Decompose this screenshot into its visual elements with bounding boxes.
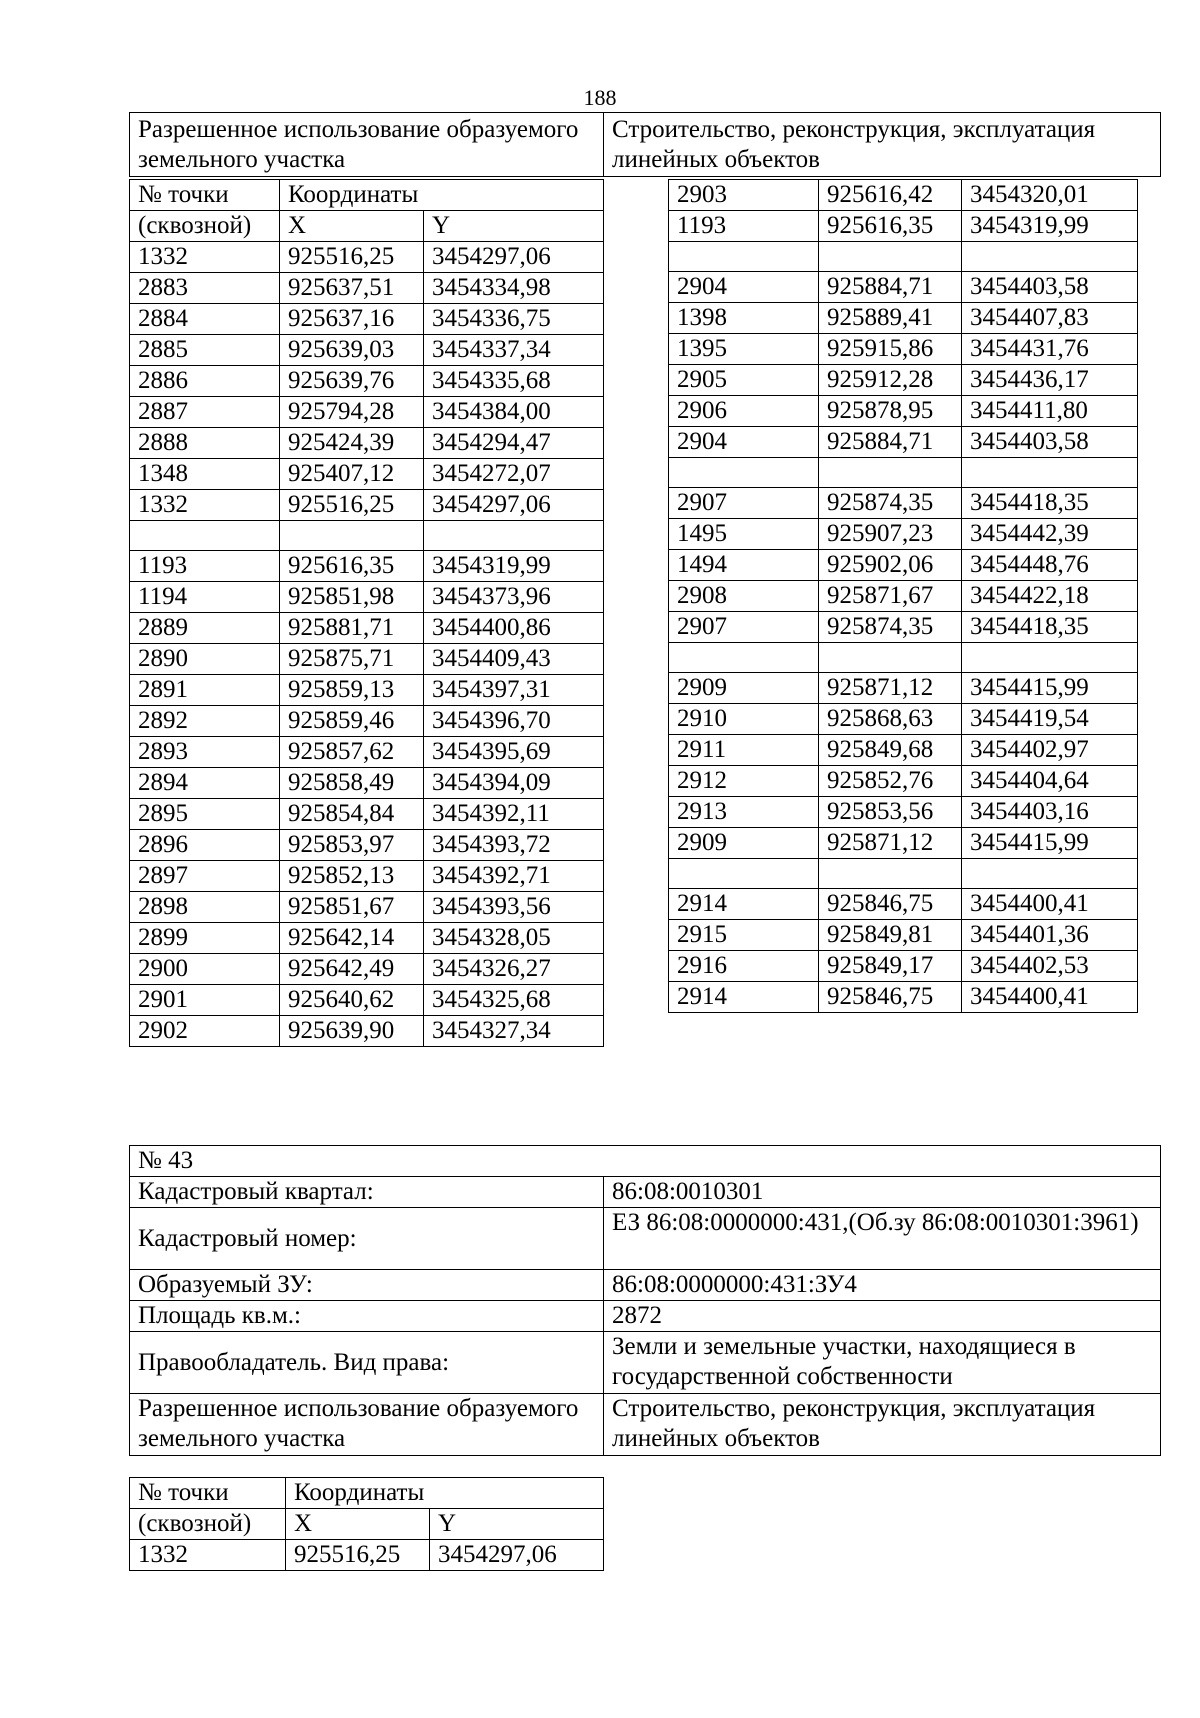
y-coordinate-cell: 3454431,76 — [962, 334, 1138, 365]
x-coordinate-cell: 925846,75 — [819, 982, 962, 1013]
table-row — [130, 490, 604, 521]
y-coordinate-cell: 3454403,16 — [962, 797, 1138, 828]
y-coordinate-cell: 3454403,58 — [962, 427, 1138, 458]
x-coordinate-cell: 925854,84 — [280, 799, 424, 830]
x-coordinate-cell: 925874,35 — [819, 488, 962, 519]
y-coordinate-cell — [962, 242, 1138, 272]
table-row — [669, 859, 1138, 889]
point-number-cell: 1332 — [130, 242, 280, 273]
y-coordinate-cell: 3454373,96 — [424, 582, 604, 613]
info-value: Земли и земельные участки, находящиеся в государственной собственности — [604, 1332, 1161, 1394]
table-row — [130, 1540, 604, 1571]
table-row — [669, 766, 1138, 797]
x-coordinate-cell: 925852,13 — [280, 861, 424, 892]
point-number-cell — [669, 643, 819, 673]
table-row — [130, 459, 604, 490]
y-coordinate-cell: 3454415,99 — [962, 828, 1138, 859]
table-row — [669, 982, 1138, 1013]
point-number-cell: 2906 — [669, 396, 819, 427]
point-number-cell: 2897 — [130, 861, 280, 892]
x-coordinate-cell: 925849,81 — [819, 920, 962, 951]
table-row — [130, 335, 604, 366]
x-coordinate-cell: 925915,86 — [819, 334, 962, 365]
point-number-cell: 2886 — [130, 366, 280, 397]
y-coordinate-cell: 3454336,75 — [424, 304, 604, 335]
col-point-subheader: (сквозной) — [130, 1509, 286, 1540]
x-coordinate-cell: 925853,97 — [280, 830, 424, 861]
table-row — [130, 613, 604, 644]
y-coordinate-cell: 3454403,58 — [962, 272, 1138, 303]
y-coordinate-cell: 3454418,35 — [962, 488, 1138, 519]
table-row — [669, 427, 1138, 458]
table-row — [669, 211, 1138, 242]
table-row — [130, 830, 604, 861]
x-coordinate-cell: 925874,35 — [819, 612, 962, 643]
table-row — [669, 272, 1138, 303]
point-number-cell: 2899 — [130, 923, 280, 954]
table-row — [130, 923, 604, 954]
table-row — [130, 428, 604, 459]
col-y-header: Y — [424, 211, 604, 242]
point-number-cell: 2904 — [669, 272, 819, 303]
table-row — [130, 582, 604, 613]
y-coordinate-cell: 3454396,70 — [424, 706, 604, 737]
x-coordinate-cell — [819, 242, 962, 272]
point-number-cell: 2887 — [130, 397, 280, 428]
table-row — [669, 612, 1138, 643]
x-coordinate-cell: 925851,67 — [280, 892, 424, 923]
x-coordinate-cell: 925853,56 — [819, 797, 962, 828]
col-point-header: № точки — [130, 180, 280, 211]
y-coordinate-cell: 3454442,39 — [962, 519, 1138, 550]
y-coordinate-cell: 3454320,01 — [962, 180, 1138, 211]
x-coordinate-cell: 925878,95 — [819, 396, 962, 427]
y-coordinate-cell: 3454335,68 — [424, 366, 604, 397]
y-coordinate-cell: 3454297,06 — [424, 490, 604, 521]
x-coordinate-cell: 925857,62 — [280, 737, 424, 768]
point-number-cell: 2912 — [669, 766, 819, 797]
x-coordinate-cell: 925516,25 — [280, 490, 424, 521]
table-row — [669, 828, 1138, 859]
info-row — [130, 1177, 1161, 1208]
col-coords-header: Координаты — [286, 1478, 604, 1509]
table-row — [669, 365, 1138, 396]
y-coordinate-cell: 3454407,83 — [962, 303, 1138, 334]
x-coordinate-cell: 925871,12 — [819, 673, 962, 704]
x-coordinate-cell: 925889,41 — [819, 303, 962, 334]
x-coordinate-cell: 925884,71 — [819, 427, 962, 458]
y-coordinate-cell: 3454393,56 — [424, 892, 604, 923]
y-coordinate-cell: 3454327,34 — [424, 1016, 604, 1047]
y-coordinate-cell: 3454319,99 — [424, 551, 604, 582]
point-number-cell — [669, 242, 819, 272]
table-row — [130, 242, 604, 273]
point-number-cell — [130, 521, 280, 551]
y-coordinate-cell: 3454395,69 — [424, 737, 604, 768]
point-number-cell: 1495 — [669, 519, 819, 550]
info-row — [130, 1301, 1161, 1332]
table-row — [669, 673, 1138, 704]
x-coordinate-cell: 925851,98 — [280, 582, 424, 613]
x-coordinate-cell: 925875,71 — [280, 644, 424, 675]
plot-number: № 43 — [130, 1146, 1161, 1177]
y-coordinate-cell: 3454337,34 — [424, 335, 604, 366]
point-number-cell: 2915 — [669, 920, 819, 951]
point-number-cell: 2905 — [669, 365, 819, 396]
table-row — [669, 550, 1138, 581]
point-number-cell: 2892 — [130, 706, 280, 737]
info-value: ЕЗ 86:08:0000000:431,(Об.зу 86:08:0010301:3961) — [604, 1208, 1161, 1270]
table-row — [669, 488, 1138, 519]
x-coordinate-cell: 925616,42 — [819, 180, 962, 211]
table-row — [669, 735, 1138, 766]
info-row — [130, 1270, 1161, 1301]
x-coordinate-cell: 925902,06 — [819, 550, 962, 581]
y-coordinate-cell: 3454402,97 — [962, 735, 1138, 766]
table-row — [669, 180, 1138, 211]
point-number-cell — [669, 859, 819, 889]
x-coordinate-cell: 925884,71 — [819, 272, 962, 303]
table-row — [130, 551, 604, 582]
point-number-cell: 2883 — [130, 273, 280, 304]
table-row — [130, 675, 604, 706]
y-coordinate-cell: 3454422,18 — [962, 581, 1138, 612]
y-coordinate-cell: 3454392,11 — [424, 799, 604, 830]
y-coordinate-cell: 3454297,06 — [424, 242, 604, 273]
x-coordinate-cell: 925637,16 — [280, 304, 424, 335]
x-coordinate-cell: 925639,76 — [280, 366, 424, 397]
x-coordinate-cell: 925637,51 — [280, 273, 424, 304]
y-coordinate-cell: 3454334,98 — [424, 273, 604, 304]
x-coordinate-cell: 925424,39 — [280, 428, 424, 459]
y-coordinate-cell: 3454384,00 — [424, 397, 604, 428]
table-row — [130, 799, 604, 830]
table-row — [130, 892, 604, 923]
table-row — [669, 643, 1138, 673]
y-coordinate-cell: 3454294,47 — [424, 428, 604, 459]
x-coordinate-cell: 925871,67 — [819, 581, 962, 612]
point-number-cell: 2908 — [669, 581, 819, 612]
x-coordinate-cell: 925907,23 — [819, 519, 962, 550]
table-row — [669, 889, 1138, 920]
point-number-cell: 2895 — [130, 799, 280, 830]
x-coordinate-cell — [280, 521, 424, 551]
table-row — [130, 644, 604, 675]
info-label: Образуемый ЗУ: — [130, 1270, 604, 1301]
table-row — [130, 273, 604, 304]
point-number-cell: 1332 — [130, 490, 280, 521]
point-number-cell: 2896 — [130, 830, 280, 861]
x-coordinate-cell: 925642,49 — [280, 954, 424, 985]
y-coordinate-cell: 3454448,76 — [962, 550, 1138, 581]
permitted-use-value: Строительство, реконструкция, эксплуатация линейных объектов — [604, 113, 1161, 177]
table-row — [669, 334, 1138, 365]
point-number-cell: 2898 — [130, 892, 280, 923]
y-coordinate-cell: 3454401,36 — [962, 920, 1138, 951]
point-number-cell: 2914 — [669, 982, 819, 1013]
coordinates-table-left — [129, 179, 604, 1047]
table-row — [669, 797, 1138, 828]
y-coordinate-cell: 3454326,27 — [424, 954, 604, 985]
point-number-cell: 2913 — [669, 797, 819, 828]
info-label: Правообладатель. Вид права: — [130, 1332, 604, 1394]
x-coordinate-cell: 925859,13 — [280, 675, 424, 706]
col-x-header: X — [280, 211, 424, 242]
point-number-cell: 2884 — [130, 304, 280, 335]
info-label: Разрешенное использование образуемого земельного участка — [130, 1394, 604, 1456]
point-number-cell: 2891 — [130, 675, 280, 706]
info-row — [130, 1208, 1161, 1270]
point-number-cell: 2911 — [669, 735, 819, 766]
info-row — [130, 1332, 1161, 1394]
y-coordinate-cell: 3454419,54 — [962, 704, 1138, 735]
y-coordinate-cell: 3454402,53 — [962, 951, 1138, 982]
y-coordinate-cell: 3454400,86 — [424, 613, 604, 644]
permitted-use-label: Разрешенное использование образуемого земельного участка — [130, 113, 604, 177]
y-coordinate-cell: 3454409,43 — [424, 644, 604, 675]
point-number-cell: 2901 — [130, 985, 280, 1016]
y-coordinate-cell: 3454393,72 — [424, 830, 604, 861]
info-value: 86:08:0010301 — [604, 1177, 1161, 1208]
table-row — [130, 706, 604, 737]
point-number-cell: 2885 — [130, 335, 280, 366]
point-number-cell: 2902 — [130, 1016, 280, 1047]
x-coordinate-cell — [819, 859, 962, 889]
info-value: Строительство, реконструкция, эксплуатация линейных объектов — [604, 1394, 1161, 1456]
info-label: Кадастровый квартал: — [130, 1177, 604, 1208]
point-number-cell: 2894 — [130, 768, 280, 799]
point-number-cell: 1395 — [669, 334, 819, 365]
point-number-cell: 2889 — [130, 613, 280, 644]
point-number-cell: 2907 — [669, 612, 819, 643]
y-coordinate-cell: 3454400,41 — [962, 889, 1138, 920]
x-coordinate-cell: 925912,28 — [819, 365, 962, 396]
y-coordinate-cell — [962, 458, 1138, 488]
table-row — [130, 1016, 604, 1047]
point-number-cell: 2893 — [130, 737, 280, 768]
x-coordinate-cell: 925852,76 — [819, 766, 962, 797]
y-coordinate-cell: 3454328,05 — [424, 923, 604, 954]
page-number: 188 — [583, 85, 617, 110]
point-number-cell — [669, 458, 819, 488]
col-x-header: X — [286, 1509, 430, 1540]
y-coordinate-cell: 3454404,64 — [962, 766, 1138, 797]
point-number-cell: 2910 — [669, 704, 819, 735]
table-row — [669, 519, 1138, 550]
x-coordinate-cell: 925858,49 — [280, 768, 424, 799]
x-coordinate-cell: 925407,12 — [280, 459, 424, 490]
x-coordinate-cell: 925846,75 — [819, 889, 962, 920]
point-number-cell: 1193 — [669, 211, 819, 242]
info-row — [130, 1394, 1161, 1456]
permitted-use-header — [129, 112, 1161, 177]
x-coordinate-cell: 925640,62 — [280, 985, 424, 1016]
y-coordinate-cell: 3454397,31 — [424, 675, 604, 706]
x-coordinate-cell: 925516,25 — [280, 242, 424, 273]
table-row — [669, 303, 1138, 334]
table-row — [669, 920, 1138, 951]
table-row — [130, 737, 604, 768]
x-coordinate-cell: 925516,25 — [286, 1540, 430, 1571]
info-label: Площадь кв.м.: — [130, 1301, 604, 1332]
x-coordinate-cell: 925794,28 — [280, 397, 424, 428]
y-coordinate-cell: 3454325,68 — [424, 985, 604, 1016]
info-value: 86:08:0000000:431:ЗУ4 — [604, 1270, 1161, 1301]
table-row — [669, 704, 1138, 735]
plot-43-coordinates-table — [129, 1477, 604, 1571]
point-number-cell: 2890 — [130, 644, 280, 675]
y-coordinate-cell: 3454297,06 — [430, 1540, 604, 1571]
x-coordinate-cell: 925859,46 — [280, 706, 424, 737]
col-point-subheader: (сквозной) — [130, 211, 280, 242]
point-number-cell: 2914 — [669, 889, 819, 920]
table-row — [669, 581, 1138, 612]
x-coordinate-cell: 925639,03 — [280, 335, 424, 366]
coordinates-table-right — [668, 179, 1138, 1013]
point-number-cell: 1193 — [130, 551, 280, 582]
point-number-cell: 2904 — [669, 427, 819, 458]
y-coordinate-cell: 3454394,09 — [424, 768, 604, 799]
y-coordinate-cell: 3454436,17 — [962, 365, 1138, 396]
y-coordinate-cell — [962, 643, 1138, 673]
table-row — [130, 861, 604, 892]
point-number-cell: 1332 — [130, 1540, 286, 1571]
table-row — [130, 768, 604, 799]
point-number-cell: 2916 — [669, 951, 819, 982]
y-coordinate-cell — [424, 521, 604, 551]
table-row — [130, 954, 604, 985]
col-point-header: № точки — [130, 1478, 286, 1509]
x-coordinate-cell — [819, 643, 962, 673]
y-coordinate-cell: 3454319,99 — [962, 211, 1138, 242]
y-coordinate-cell: 3454400,41 — [962, 982, 1138, 1013]
point-number-cell: 2888 — [130, 428, 280, 459]
info-label: Кадастровый номер: — [130, 1208, 604, 1270]
point-number-cell: 2900 — [130, 954, 280, 985]
table-row — [669, 951, 1138, 982]
point-number-cell: 2907 — [669, 488, 819, 519]
x-coordinate-cell: 925616,35 — [280, 551, 424, 582]
point-number-cell: 2909 — [669, 673, 819, 704]
point-number-cell: 1348 — [130, 459, 280, 490]
y-coordinate-cell: 3454392,71 — [424, 861, 604, 892]
point-number-cell: 1494 — [669, 550, 819, 581]
x-coordinate-cell: 925616,35 — [819, 211, 962, 242]
table-row — [130, 304, 604, 335]
x-coordinate-cell — [819, 458, 962, 488]
table-row — [669, 458, 1138, 488]
info-value: 2872 — [604, 1301, 1161, 1332]
col-y-header: Y — [430, 1509, 604, 1540]
col-coords-header: Координаты — [280, 180, 604, 211]
table-row — [130, 985, 604, 1016]
x-coordinate-cell: 925868,63 — [819, 704, 962, 735]
y-coordinate-cell: 3454411,80 — [962, 396, 1138, 427]
table-row — [669, 242, 1138, 272]
table-row — [130, 521, 604, 551]
y-coordinate-cell: 3454272,07 — [424, 459, 604, 490]
point-number-cell: 2903 — [669, 180, 819, 211]
x-coordinate-cell: 925849,68 — [819, 735, 962, 766]
x-coordinate-cell: 925871,12 — [819, 828, 962, 859]
table-row — [130, 366, 604, 397]
plot-43-info-table — [129, 1145, 1161, 1456]
x-coordinate-cell: 925881,71 — [280, 613, 424, 644]
x-coordinate-cell: 925639,90 — [280, 1016, 424, 1047]
y-coordinate-cell: 3454418,35 — [962, 612, 1138, 643]
point-number-cell: 2909 — [669, 828, 819, 859]
x-coordinate-cell: 925849,17 — [819, 951, 962, 982]
y-coordinate-cell: 3454415,99 — [962, 673, 1138, 704]
point-number-cell: 1194 — [130, 582, 280, 613]
x-coordinate-cell: 925642,14 — [280, 923, 424, 954]
y-coordinate-cell — [962, 859, 1138, 889]
table-row — [669, 396, 1138, 427]
point-number-cell: 1398 — [669, 303, 819, 334]
table-row — [130, 397, 604, 428]
